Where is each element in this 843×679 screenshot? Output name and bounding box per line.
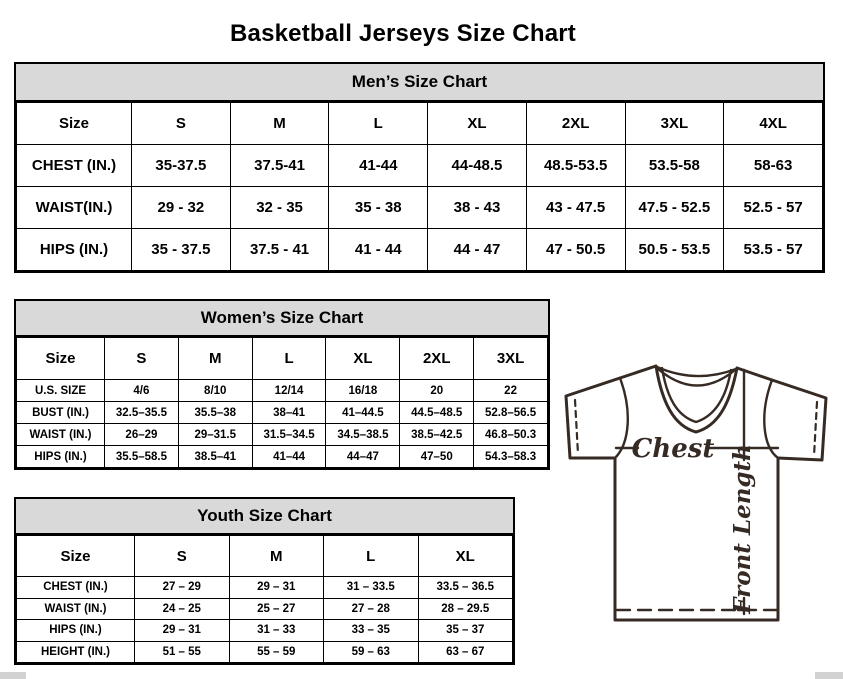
table-row [17, 187, 823, 229]
cell: 33.5 – 36.5 [418, 577, 513, 599]
cell: 44-48.5 [428, 145, 527, 187]
table-row [17, 380, 548, 402]
row-label: CHEST (IN.) [17, 577, 135, 599]
cell: 29 – 31 [135, 620, 230, 642]
column-header: M [178, 338, 252, 380]
mens-size-table [16, 102, 823, 271]
cell: 29 – 31 [229, 577, 324, 599]
cell: 38.5–41 [178, 446, 252, 468]
row-label: BUST (IN.) [17, 402, 105, 424]
jersey-left-armhole [615, 378, 628, 458]
cell: 8/10 [178, 380, 252, 402]
jersey-collar-arc-1 [657, 367, 736, 376]
size-column-header: Size [17, 536, 135, 577]
column-header: 4XL [724, 103, 823, 145]
mens-size-chart [14, 62, 825, 273]
column-header: 2XL [400, 338, 474, 380]
table-row [17, 402, 548, 424]
row-label: WAIST(IN.) [17, 187, 132, 229]
table-row [17, 598, 513, 620]
column-header: S [135, 536, 230, 577]
cell: 38.5–42.5 [400, 424, 474, 446]
cell: 51 – 55 [135, 641, 230, 663]
cell: 35-37.5 [132, 145, 231, 187]
cell: 4/6 [105, 380, 179, 402]
column-header: 2XL [526, 103, 625, 145]
row-label: WAIST (IN.) [17, 598, 135, 620]
cell: 20 [400, 380, 474, 402]
cell: 53.5-58 [625, 145, 724, 187]
row-label: WAIST (IN.) [17, 424, 105, 446]
cell: 43 - 47.5 [526, 187, 625, 229]
column-header: 3XL [474, 338, 548, 380]
cell: 47.5 - 52.5 [625, 187, 724, 229]
right-cuff-dashed-line [814, 402, 817, 456]
header-row [17, 536, 513, 577]
column-header: M [230, 103, 329, 145]
table-row [17, 229, 823, 271]
cell: 38 - 43 [428, 187, 527, 229]
corner-fragment-right [815, 672, 843, 679]
cell: 35 - 38 [329, 187, 428, 229]
cell: 12/14 [252, 380, 326, 402]
jersey-measurement-diagram [556, 358, 836, 628]
table-row [17, 620, 513, 642]
cell: 52.5 - 57 [724, 187, 823, 229]
column-header: S [132, 103, 231, 145]
table-row [17, 641, 513, 663]
mens-chart-title: Men’s Size Chart [16, 64, 823, 102]
cell: 34.5–38.5 [326, 424, 400, 446]
front-length-label: Front Length [729, 444, 756, 614]
cell: 27 – 28 [324, 598, 419, 620]
cell: 35.5–58.5 [105, 446, 179, 468]
cell: 31 – 33 [229, 620, 324, 642]
cell: 29 - 32 [132, 187, 231, 229]
column-header: S [105, 338, 179, 380]
cell: 31.5–34.5 [252, 424, 326, 446]
cell: 63 – 67 [418, 641, 513, 663]
column-header: M [229, 536, 324, 577]
table-row [17, 424, 548, 446]
womens-size-table [16, 337, 548, 468]
cell: 47 - 50.5 [526, 229, 625, 271]
jersey-left-sleeve [566, 378, 620, 458]
cell: 44–47 [326, 446, 400, 468]
cell: 26–29 [105, 424, 179, 446]
column-header: L [329, 103, 428, 145]
column-header: XL [326, 338, 400, 380]
table-row [17, 446, 548, 468]
cell: 37.5-41 [230, 145, 329, 187]
column-header: L [252, 338, 326, 380]
jersey-right-shoulder [737, 368, 772, 380]
jersey-left-shoulder [620, 366, 656, 378]
cell: 22 [474, 380, 548, 402]
jersey-right-sleeve [772, 380, 826, 460]
cell: 52.8–56.5 [474, 402, 548, 424]
row-label: HEIGHT (IN.) [17, 641, 135, 663]
cell: 54.3–58.3 [474, 446, 548, 468]
cell: 58-63 [724, 145, 823, 187]
column-header: L [324, 536, 419, 577]
jersey-right-armhole [764, 380, 778, 458]
cell: 35 - 37.5 [132, 229, 231, 271]
cell: 35 – 37 [418, 620, 513, 642]
page-title: Basketball Jerseys Size Chart [230, 20, 576, 48]
cell: 28 – 29.5 [418, 598, 513, 620]
row-label: HIPS (IN.) [17, 446, 105, 468]
cell: 50.5 - 53.5 [625, 229, 724, 271]
cell: 32.5–35.5 [105, 402, 179, 424]
cell: 35.5–38 [178, 402, 252, 424]
size-column-header: Size [17, 103, 132, 145]
row-label: HIPS (IN.) [17, 620, 135, 642]
womens-size-chart [14, 299, 550, 470]
column-header: XL [428, 103, 527, 145]
cell: 38–41 [252, 402, 326, 424]
cell: 47–50 [400, 446, 474, 468]
cell: 46.8–50.3 [474, 424, 548, 446]
header-row [17, 103, 823, 145]
cell: 59 – 63 [324, 641, 419, 663]
table-row [17, 145, 823, 187]
cell: 44.5–48.5 [400, 402, 474, 424]
left-cuff-dashed-line [575, 400, 578, 454]
column-header: XL [418, 536, 513, 577]
cell: 37.5 - 41 [230, 229, 329, 271]
cell: 29–31.5 [178, 424, 252, 446]
cell: 41–44.5 [326, 402, 400, 424]
row-label: CHEST (IN.) [17, 145, 132, 187]
table-row [17, 577, 513, 599]
row-label: U.S. SIZE [17, 380, 105, 402]
cell: 41 - 44 [329, 229, 428, 271]
row-label: HIPS (IN.) [17, 229, 132, 271]
cell: 33 – 35 [324, 620, 419, 642]
cell: 53.5 - 57 [724, 229, 823, 271]
header-row [17, 338, 548, 380]
womens-chart-title: Women’s Size Chart [16, 301, 548, 337]
cell: 41–44 [252, 446, 326, 468]
youth-size-table [16, 535, 513, 663]
cell: 44 - 47 [428, 229, 527, 271]
cell: 32 - 35 [230, 187, 329, 229]
cell: 27 – 29 [135, 577, 230, 599]
cell: 55 – 59 [229, 641, 324, 663]
youth-chart-title: Youth Size Chart [16, 499, 513, 535]
size-column-header: Size [17, 338, 105, 380]
corner-fragment-left [0, 672, 26, 679]
cell: 31 – 33.5 [324, 577, 419, 599]
cell: 25 – 27 [229, 598, 324, 620]
cell: 41-44 [329, 145, 428, 187]
cell: 48.5-53.5 [526, 145, 625, 187]
cell: 24 – 25 [135, 598, 230, 620]
chest-label: Chest [631, 434, 715, 464]
column-header: 3XL [625, 103, 724, 145]
youth-size-chart [14, 497, 515, 665]
cell: 16/18 [326, 380, 400, 402]
